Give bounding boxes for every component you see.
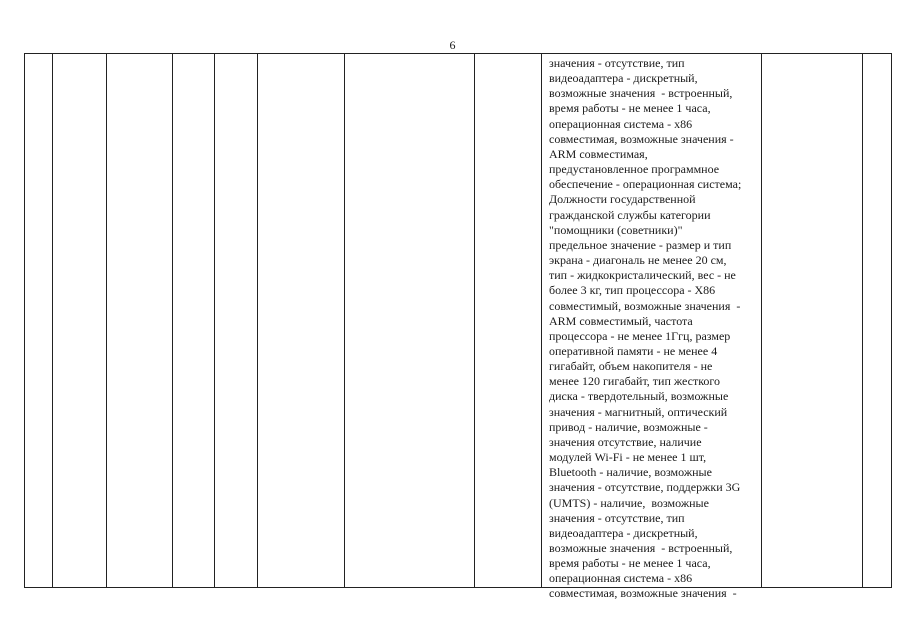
text-line: оперативной памяти - не менее 4 xyxy=(549,343,718,358)
table-cell-empty xyxy=(258,54,345,588)
text-line: значения - отсутствие, поддержки 3G xyxy=(549,480,741,495)
text-line: привод - наличие, возможные - xyxy=(549,419,708,434)
table-cell-empty xyxy=(53,54,107,588)
text-line: возможные значения - встроенный, xyxy=(549,541,733,555)
text-line: предельное значение - размер и тип xyxy=(549,237,732,252)
table-cell-empty xyxy=(475,54,542,588)
text-line: процессора - не менее 1Ггц, размер xyxy=(549,328,731,343)
text-line: значения - отсутствие, тип xyxy=(549,56,685,70)
text-line: значения - магнитный, оптический xyxy=(549,404,728,419)
table-row xyxy=(25,54,892,588)
text-line: совместимый, возможные значения - xyxy=(549,298,741,313)
table-cell-empty xyxy=(345,54,475,588)
text-line: диска - твердотельный, возможные xyxy=(549,389,729,404)
text-line: совместимая, возможные значения - xyxy=(549,586,737,601)
text-line: гражданской службы категории xyxy=(549,207,711,222)
table-cell-specifications xyxy=(542,54,762,601)
text-line: ARM совместимая, xyxy=(549,146,648,161)
text-line: Bluetooth - наличие, возможные xyxy=(549,465,712,480)
text-line: время работы - не менее 1 часа, xyxy=(549,556,711,571)
text-line: Должности государственной xyxy=(549,192,696,207)
text-line: операционная система - x86 xyxy=(549,116,693,131)
text-line: (UMTS) - наличие, возможные xyxy=(549,495,709,510)
table-cell-empty xyxy=(762,54,863,588)
text-line: тип - жидкокристалический, вес - не xyxy=(549,268,736,283)
text-line: значения отсутствие, наличие xyxy=(549,434,702,449)
text-line: обеспечение - операционная система; xyxy=(549,177,742,192)
table-cell-empty xyxy=(25,54,53,588)
table-cell-empty xyxy=(215,54,258,588)
text-line: время работы - не менее 1 часа, xyxy=(549,101,711,116)
text-line: модулей Wi-Fi - не менее 1 шт, xyxy=(549,450,707,465)
text-line: менее 120 гигабайт, тип жесткого xyxy=(549,374,721,389)
specifications-text xyxy=(542,54,761,601)
text-line: гигабайт, объем накопителя - не xyxy=(549,359,713,374)
page-number: 6 xyxy=(449,38,456,52)
text-line: видеоадаптера - дискретный, xyxy=(549,71,698,86)
text-line: видеоадаптера - дискретный, xyxy=(549,525,698,540)
text-line: возможные значения - встроенный, xyxy=(549,86,733,101)
table-cell-empty xyxy=(107,54,173,588)
text-line: более 3 кг, тип процессора - X86 xyxy=(549,283,716,298)
table-cell-empty xyxy=(863,54,892,588)
table-cell-empty xyxy=(173,54,215,588)
text-line: совместимая, возможные значения - xyxy=(549,131,734,146)
text-line: операционная система - x86 xyxy=(549,571,693,586)
text-line: значения - отсутствие, тип xyxy=(549,510,685,525)
spec-table xyxy=(24,53,892,601)
text-line: экрана - диагональ не менее 20 см, xyxy=(549,253,727,268)
text-line: ARM совместимый, частота xyxy=(549,313,693,328)
text-line: "помощники (советники)" xyxy=(549,222,683,237)
text-line: предустановленное программное xyxy=(549,162,720,177)
